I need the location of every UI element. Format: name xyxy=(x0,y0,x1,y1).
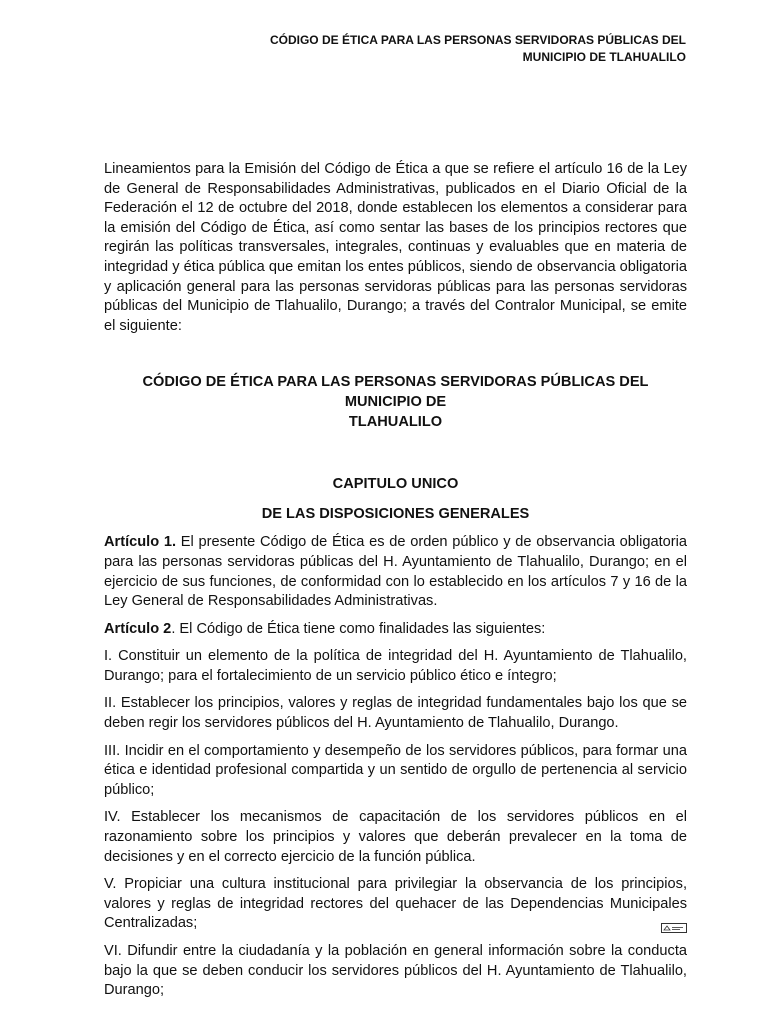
document-title-line-1: CÓDIGO DE ÉTICA PARA LAS PERSONAS SERVIDORAS PÚBLICAS DEL MUNICIPIO DE xyxy=(142,374,649,410)
document-title-line-2: TLAHUALILO xyxy=(348,413,443,430)
intro-paragraph: Lineamientos para la Emisión del Código de Ética a que se refiere el artículo 16 de la Ley de General de Responsabilidades Administrativas, publicados en el Diario Oficial de la Federación el 12 de octubre del 2018, donde establecen los elementos a considerar para la emisión del Código de Ética, así como sentar las bases de los principios rectores que regirán las políticas transversales, integrales, continuas y evaluables que en materia de integridad y ética pública que emitan los entes públicos, siendo de observancia obligatoria y aplicación general para las personas servidoras públicas para las personas servidoras públicas del Municipio de Tlahualilo, Durango; a través del Contralor Municipal, se emite el siguiente: xyxy=(104,161,687,334)
list-item: IV. Establecer los mecanismos de capacitación de los servidores públicos en el razonamiento sobre los principios y valores que deberán prevalecer en la toma de decisiones y en el correcto ejercicio de la función pública. xyxy=(104,809,687,865)
header-line-2: MUNICIPIO DE TLAHUALILO xyxy=(522,50,686,64)
article-1 xyxy=(104,533,687,611)
article-2-text: . El Código de Ética tiene como finalidades las siguientes: xyxy=(171,620,546,637)
chapter-subtitle: DE LAS DISPOSICIONES GENERALES xyxy=(261,505,530,522)
page-header xyxy=(186,32,686,66)
article-2-label: Artículo 2 xyxy=(104,620,172,637)
chapter-heading: CAPITULO UNICO xyxy=(332,476,459,493)
list-item: I. Constituir un elemento de la política de integridad del H. Ayuntamiento de Tlahualilo, Durango; para el fortalecimiento de un servicio público ético e íntegro; xyxy=(104,648,687,684)
list-item: VI. Difundir entre la ciudadanía y la población en general información sobre la conducta bajo la que se deben conducir los servidores públicos del H. Ayuntamiento de Tlahualilo, Durango; xyxy=(104,943,687,999)
document-title xyxy=(104,373,687,432)
document-body xyxy=(104,160,687,1009)
list-item: II. Establecer los principios, valores y reglas de integridad fundamentales bajo los que se deben regir los servidores públicos del H. Ayuntamiento de Tlahualilo, Durango. xyxy=(104,695,687,732)
article-2 xyxy=(104,620,687,640)
header-line-1: CÓDIGO DE ÉTICA PARA LAS PERSONAS SERVIDORAS PÚBLICAS DEL xyxy=(269,33,686,47)
article-1-text: El presente Código de Ética es de orden público y de observancia obligatoria para las personas servidoras públicas del H. Ayuntamiento de Tlahualilo, Durango; en el ejercicio de sus funciones, de conformidad con lo establecido en los artículos 7 y 16 de la Ley General de Responsabilidades Administrativas. xyxy=(104,534,688,610)
list-item: III. Incidir en el comportamiento y desempeño de los servidores públicos, para formar una ética e identidad profesional compartida y un sentido de orgullo de pertenencia al servicio público; xyxy=(104,742,687,798)
article-1-label: Artículo 1. xyxy=(104,534,177,551)
footer-logo-icon xyxy=(661,923,687,933)
list-item: V. Propiciar una cultura institucional para privilegiar la observancia de los principios, valores y reglas de integridad rectores del quehacer de las Dependencias Municipales Centralizadas; xyxy=(104,876,687,932)
